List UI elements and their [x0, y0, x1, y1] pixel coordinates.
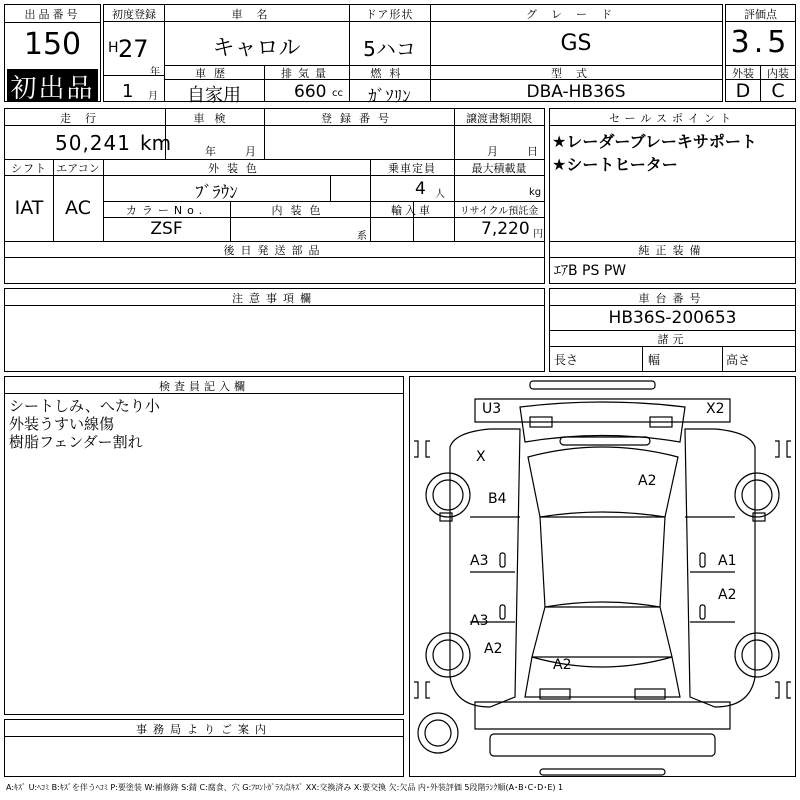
- inspection-label: 車検: [193, 112, 236, 125]
- door-label: ドア形状: [365, 8, 414, 21]
- shift: IAT: [14, 197, 44, 219]
- capacity-unit: 人: [435, 189, 445, 200]
- inspector-note-3: 樹脂フェンダー割れ: [9, 433, 143, 451]
- damage-mark-a2-right: A2: [718, 587, 737, 603]
- recycle-label: リサイクル預託金: [459, 206, 539, 217]
- transfer-label: 譲渡書類期限: [466, 112, 532, 125]
- damage-mark-u3: U3: [482, 401, 502, 417]
- era: H: [108, 40, 119, 56]
- displacement-unit: cc: [332, 88, 343, 99]
- legend: A:ｷｽﾞ U:ﾍｺﾐ B:ｷｽﾞを伴うﾍｺﾐ P:要塗装 W:補修跡 S:錆 C:腐食、穴 G:ﾌﾛﾝﾄｶﾞﾗｽ点ｷｽﾞ XX:交換済み X:要交換 欠:欠品 内･外装評価 5段階ﾗﾝｸ順(A･B･C･D･E) 1: [6, 783, 564, 792]
- lot-number: 150: [23, 27, 82, 62]
- ac: AC: [65, 197, 91, 219]
- interior-color-label: 内装色: [271, 204, 329, 217]
- office-label: 事務局よりご案内: [136, 723, 272, 736]
- interior-grade: C: [771, 80, 785, 102]
- damage-mark-b4: B4: [488, 491, 507, 507]
- chassis-box: [549, 288, 796, 372]
- import-label: 輸入車: [391, 204, 433, 217]
- height-label: 高さ: [726, 353, 751, 367]
- car-name-label: 車名: [231, 8, 282, 21]
- length-label: 長さ: [554, 353, 579, 367]
- interior-grade-label: 内装: [767, 67, 789, 80]
- damage-mark-a2-roof: A2: [638, 473, 657, 489]
- damage-mark-x2: X2: [706, 401, 725, 417]
- header-grid: [103, 4, 723, 107]
- exterior-color-label: 外装色: [208, 162, 265, 175]
- score-box: [725, 4, 796, 102]
- recycle-amount: 7,220: [481, 219, 530, 239]
- history: 自家用: [187, 85, 241, 106]
- mileage-unit: km: [140, 131, 172, 155]
- exterior-grade-label: 外装: [732, 67, 754, 80]
- dimensions-label: 諸元: [657, 333, 688, 346]
- chassis-number: HB36S-200653: [608, 308, 737, 328]
- inspection-year-unit: 年: [205, 145, 216, 158]
- color-no-label: カラーNo.: [125, 204, 208, 217]
- fuel-label: 燃料: [370, 67, 409, 80]
- inspection-month-unit: 月: [245, 145, 256, 158]
- inspector-box: [4, 376, 404, 715]
- lot-number-box: [4, 4, 101, 102]
- grade: GS: [560, 31, 592, 56]
- fuel: ｶﾞｿﾘﾝ: [368, 87, 411, 107]
- exterior-color: ﾌﾞﾗｳﾝ: [195, 183, 238, 203]
- displacement: 660: [294, 82, 327, 102]
- sales-point-2: ★シートヒーター: [552, 155, 678, 174]
- year-unit: 年: [150, 67, 160, 78]
- ac-label: エアコン: [56, 162, 100, 175]
- score-label: 評価点: [744, 8, 777, 21]
- max-load-unit: kg: [529, 187, 542, 198]
- sales-point-1: ★レーダーブレーキサポート: [552, 132, 757, 151]
- shift-label: シフト: [11, 162, 47, 175]
- interior-color-unit: 系: [357, 231, 367, 242]
- damage-diagram: [409, 376, 796, 777]
- sales-points-box: [549, 108, 796, 284]
- first-listing-text: 初出品: [10, 74, 95, 104]
- displacement-label: 排気量: [281, 67, 332, 80]
- later-parts-label: 後日発送部品: [223, 244, 326, 257]
- notes-box: [4, 288, 545, 372]
- genuine-equipment: ｴｱB PS PW: [554, 263, 627, 279]
- transfer-day-unit: 日: [527, 145, 538, 158]
- color-no: ZSF: [150, 219, 183, 239]
- inspector-note-1: シートしみ、へたり小: [9, 397, 160, 415]
- max-load-label: 最大積載量: [471, 162, 527, 175]
- score: 3.5: [730, 25, 791, 60]
- transfer-month-unit: 月: [487, 145, 498, 158]
- car-outline-diagram: [410, 377, 795, 776]
- damage-mark-a1: A1: [718, 553, 737, 569]
- model-code: DBA-HB36S: [526, 82, 626, 102]
- recycle-unit: 円: [533, 229, 543, 240]
- damage-mark-a2-left: A2: [484, 641, 503, 657]
- lot-number-label: 出品番号: [24, 8, 81, 21]
- damage-mark-a3-rear: A3: [470, 613, 489, 629]
- reg-year: 27: [118, 35, 149, 63]
- chassis-label: 車台番号: [638, 292, 707, 305]
- damage-mark-x: X: [476, 449, 486, 465]
- capacity: 4: [415, 179, 426, 199]
- sales-label: セールスポイント: [608, 112, 736, 125]
- grade-label: グレード: [526, 8, 626, 21]
- car-name: キャロル: [212, 36, 301, 61]
- mileage: 50,241: [55, 131, 131, 155]
- inspector-note-2: 外装うすい線傷: [9, 415, 115, 433]
- mileage-label: 走行: [60, 112, 110, 125]
- inspector-label: 検査員記入欄: [159, 380, 249, 393]
- genuine-label: 純正装備: [638, 244, 707, 257]
- office-box: [4, 719, 404, 777]
- width-label: 幅: [648, 353, 661, 367]
- door: 5ハコ: [363, 37, 416, 61]
- damage-mark-a2-trunk: A2: [553, 657, 572, 673]
- history-label: 車歴: [195, 67, 233, 80]
- exterior-grade: D: [735, 80, 751, 102]
- month-unit: 月: [148, 91, 158, 102]
- reg-month: 1: [122, 81, 134, 102]
- capacity-label: 乗車定員: [388, 162, 436, 175]
- notes-label: 注意事項欄: [232, 292, 317, 305]
- first-reg-label: 初度登録: [112, 8, 156, 21]
- vehicle-info-grid: [4, 108, 545, 284]
- plate-label: 登録番号: [321, 112, 397, 125]
- model-code-label: 型式: [551, 67, 601, 80]
- damage-mark-a3-front: A3: [470, 553, 489, 569]
